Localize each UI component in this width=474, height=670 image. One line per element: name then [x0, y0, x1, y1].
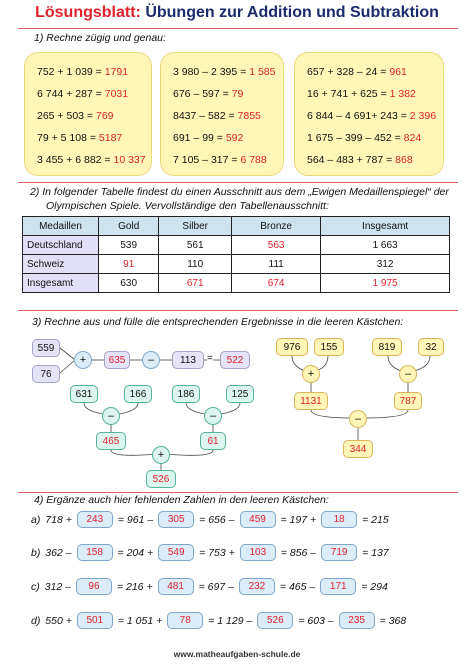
number-box: 125 — [226, 385, 254, 403]
result-box[interactable]: 1131 — [294, 392, 328, 410]
answer-box[interactable]: 526 — [257, 612, 293, 629]
minus-operator: – — [204, 407, 222, 425]
title-prefix: Lösungsblatt: — [35, 4, 141, 21]
number-box: 559 — [32, 339, 60, 357]
answer-box[interactable]: 549 — [158, 544, 194, 561]
number-box: 32 — [418, 338, 444, 356]
equation-text: = 137 — [362, 546, 389, 559]
row-label: Insgesamt — [23, 274, 99, 293]
number-box: 631 — [70, 385, 98, 403]
equation-text: = 1 051 + — [117, 614, 163, 627]
calc-row: 691 – 99 = 592 — [173, 132, 244, 144]
footer-url[interactable]: www.matheaufgaben-schule.de — [173, 649, 301, 659]
plus-operator: + — [74, 351, 92, 369]
row-label: c) — [31, 580, 40, 593]
calc-row: 1 675 – 399 – 452 = 824 — [307, 132, 422, 144]
result-box[interactable]: 344 — [343, 440, 373, 458]
answer-box[interactable]: 305 — [158, 511, 194, 528]
table-cell: 561 — [159, 236, 232, 255]
task2-heading-line2: Olympischen Spiele. Vervollständige den Tabellenausschnitt: — [46, 200, 329, 212]
row-label: b) — [31, 546, 41, 559]
equation-text: = 216 + — [116, 580, 153, 593]
divider — [18, 492, 458, 493]
table-cell: 630 — [99, 274, 159, 293]
answer-box[interactable]: 171 — [320, 578, 356, 595]
number-box: 155 — [314, 338, 344, 356]
table-cell: 671 — [159, 274, 232, 293]
minus-operator: – — [142, 351, 160, 369]
equation-text: 312 – — [44, 580, 71, 593]
plus-operator: + — [302, 365, 320, 383]
equation-row — [30, 544, 390, 561]
equation-text: = 856 – — [280, 546, 317, 559]
calc-row: 564 – 483 + 787 = 868 — [307, 154, 413, 166]
answer-box[interactable]: 481 — [158, 578, 194, 595]
calc-row: 6 744 + 287 = 7031 — [37, 88, 129, 100]
table-cell: 110 — [159, 255, 232, 274]
number-box: 113 — [172, 351, 204, 369]
equation-text: = 1 129 – — [208, 614, 253, 627]
number-box: 186 — [172, 385, 200, 403]
result-box[interactable]: 61 — [200, 432, 226, 450]
answer-box[interactable]: 235 — [339, 612, 375, 629]
equation-text: = 197 + — [280, 513, 317, 526]
answer-box[interactable]: 459 — [240, 511, 276, 528]
calc-row: 752 + 1 039 = 1791 — [37, 66, 129, 78]
task4-heading: 4) Ergänze auch hier fehlenden Zahlen in den leeren Kästchen: — [34, 494, 329, 506]
answer-box[interactable]: 18 — [321, 511, 357, 528]
table-header: Medaillen — [23, 217, 99, 236]
calc-row: 16 + 741 + 625 = 1 382 — [307, 88, 416, 100]
title-main: Übungen zur Addition und Subtraktion — [145, 4, 439, 21]
answer-box[interactable]: 96 — [76, 578, 112, 595]
number-box: 76 — [32, 365, 60, 383]
equation-row — [30, 612, 407, 629]
answer-box[interactable]: 719 — [321, 544, 357, 561]
equation-text: = 204 + — [117, 546, 154, 559]
equation-text: = 961 – — [117, 513, 154, 526]
equation-text: 718 + — [45, 513, 72, 526]
number-box: 166 — [124, 385, 152, 403]
calc-row: 8437 – 582 = 7855 — [173, 110, 261, 122]
table-header: Gold — [99, 217, 159, 236]
calc-row: 79 + 5 108 = 5187 — [37, 132, 123, 144]
equation-text: = 465 – — [279, 580, 316, 593]
calc-row: 676 – 597 = 79 — [173, 88, 244, 100]
task2-heading-line1: 2) In folgender Tabelle findest du einen Ausschnitt aus dem „Ewigen Medaillenspiegel“ der — [30, 186, 449, 198]
equation-row — [30, 578, 389, 595]
equation-row — [30, 511, 390, 528]
calc-row: 7 105 – 317 = 6 788 — [173, 154, 267, 166]
table-cell: 539 — [99, 236, 159, 255]
answer-box[interactable]: 243 — [77, 511, 113, 528]
row-label: a) — [31, 513, 41, 526]
answer-box[interactable]: 232 — [239, 578, 275, 595]
equation-text: = 656 – — [199, 513, 235, 526]
calc-row: 265 + 503 = 769 — [37, 110, 114, 122]
table-cell: 674 — [231, 274, 320, 293]
answer-box[interactable]: 103 — [240, 544, 276, 561]
calc-row: 3 455 + 6 882 = 10 337 — [37, 154, 146, 166]
table-cell: 563 — [231, 236, 320, 255]
equation-text: = 294 — [361, 580, 388, 593]
task1-heading: 1) Rechne zügig und genau: — [34, 32, 166, 44]
minus-operator: – — [399, 365, 417, 383]
plus-operator: + — [152, 446, 170, 464]
table-cell: 1 975 — [321, 274, 450, 293]
number-box: 976 — [276, 338, 308, 356]
table-header: Silber — [159, 217, 232, 236]
table-cell: 312 — [321, 255, 450, 274]
equation-text: = 368 — [379, 614, 407, 627]
table-header: Bronze — [231, 217, 320, 236]
calc-row: 6 844 – 4 691+ 243 = 2 396 — [307, 110, 437, 122]
answer-box[interactable]: 501 — [77, 612, 113, 629]
result-box[interactable]: 635 — [104, 351, 130, 369]
equation-text: = 753 + — [199, 546, 235, 559]
task3-heading: 3) Rechne aus und fülle die entsprechenden Ergebnisse in die leeren Kästchen: — [32, 316, 404, 328]
row-label: Deutschland — [23, 236, 99, 255]
result-box[interactable]: 465 — [96, 432, 126, 450]
table-cell: 111 — [231, 255, 320, 274]
table-cell: 91 — [99, 255, 159, 274]
equation-text: = 697 – — [198, 580, 234, 593]
number-box: 819 — [372, 338, 402, 356]
minus-operator: – — [349, 410, 367, 428]
answer-box[interactable]: 78 — [167, 612, 203, 629]
result-box[interactable]: 526 — [146, 470, 176, 488]
equation-text: = 215 — [362, 513, 389, 526]
answer-box[interactable]: 158 — [77, 544, 113, 561]
table-cell: 1 663 — [321, 236, 450, 255]
equation-text: 362 – — [45, 546, 72, 559]
row-label: d) — [31, 614, 41, 627]
equation-text: 550 + — [45, 614, 72, 627]
equals-sign: = — [207, 353, 213, 364]
result-box[interactable]: 522 — [220, 351, 250, 369]
result-box[interactable]: 787 — [394, 392, 422, 410]
table-header: Insgesamt — [321, 217, 450, 236]
row-label: Schweiz — [23, 255, 99, 274]
calc-row: 3 980 – 2 395 = 1 585 — [173, 66, 276, 78]
equation-text: = 603 – — [298, 614, 334, 627]
calc-row: 657 + 328 – 24 = 961 — [307, 66, 407, 78]
minus-operator: – — [102, 407, 120, 425]
